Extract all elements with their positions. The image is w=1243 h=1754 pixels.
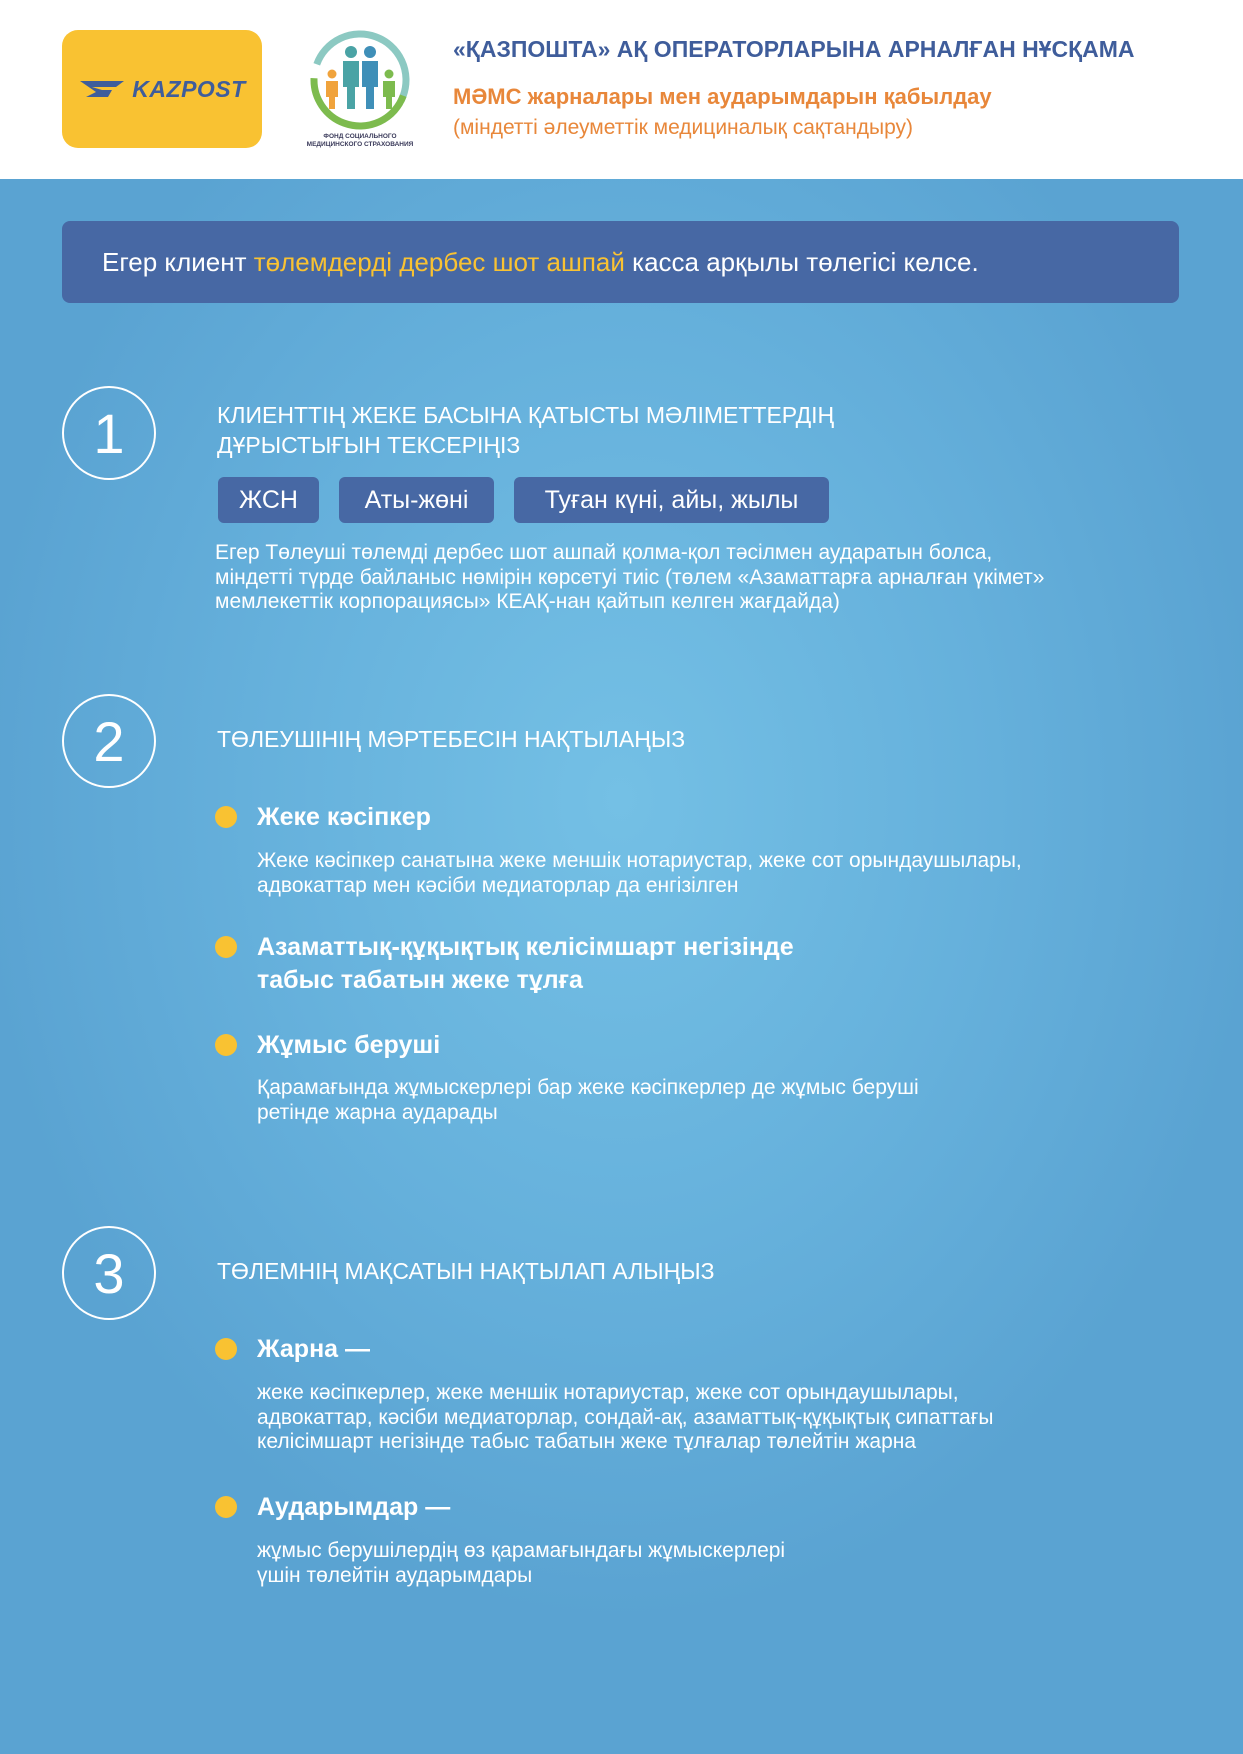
pill-full-name: Аты-жөні [339, 477, 494, 523]
title-line: табыс табатын жеке тұлға [257, 966, 583, 994]
page-subtitle-note: (міндетті әлеуметтік медициналық сақтандыру) [453, 116, 914, 139]
header [0, 0, 1243, 179]
step-1-title-line-2: ДҰРЫСТЫҒЫН ТЕКСЕРІҢІЗ [217, 432, 521, 458]
step-1-note [215, 541, 1044, 615]
bullet-dot-icon [215, 1034, 237, 1056]
desc-line: ретінде жарна аударады [257, 1100, 498, 1124]
fund-logo [300, 28, 420, 153]
banner-text-after: касса арқылы төлегісі келсе. [624, 246, 979, 277]
page-title: «ҚАЗПОШТА» АҚ ОПЕРАТОРЛАРЫНА АРНАЛҒАН НҰСҚАМА [453, 36, 1135, 62]
payer-type-employer-desc [257, 1076, 919, 1125]
desc-line: келісімшарт негізінде табыс табатын жеке тұлғалар төлейтін жарна [257, 1430, 917, 1453]
step-1-title [217, 400, 834, 460]
desc-line: жеке кәсіпкерлер, жеке меншік нотариустар, жеке сот орындаушылары, [257, 1381, 959, 1404]
step-1-title-line-1: КЛИЕНТТІҢ ЖЕКЕ БАСЫНА ҚАТЫСТЫ МӘЛІМЕТТЕРДІҢ [217, 402, 835, 428]
payer-type-employer: Жұмыс беруші [257, 1031, 441, 1059]
purpose-contribution: Жарна — [257, 1335, 371, 1363]
pill-iin: ЖСН [218, 477, 319, 523]
step-1-note-line-2: міндетті түрде байланыс нөмірін көрсетуі тиіс (төлем «Азаматтарға арналған үкімет» [215, 565, 1045, 589]
family-icon [308, 28, 412, 132]
bullet-dot-icon [215, 1496, 237, 1518]
step-3-title: ТӨЛЕМНІҢ МАҚСАТЫН НАҚТЫЛАП АЛЫҢЫЗ [217, 1258, 715, 1284]
bullet-dot-icon [215, 936, 237, 958]
payer-type-individual-entrepreneur-desc [257, 849, 1022, 898]
fund-logo-text: ФОНД СОЦИАЛЬНОГО МЕДИЦИНСКОГО СТРАХОВАНИЯ [306, 133, 414, 148]
condition-banner [62, 221, 1179, 303]
banner-text-before: Егер клиент [102, 246, 254, 277]
pill-birth-date: Туған күні, айы, жылы [514, 477, 829, 523]
main-panel [0, 179, 1243, 1754]
purpose-contribution-desc [257, 1381, 993, 1455]
step-1-number: 1 [62, 386, 156, 480]
kazpost-wordmark: KAZPOST [132, 75, 246, 102]
purpose-deductions-desc [257, 1539, 785, 1588]
step-2-number: 2 [62, 694, 156, 788]
desc-line: жұмыс берушілердің өз қарамағындағы жұмыскерлері [257, 1539, 786, 1562]
step-3-number: 3 [62, 1226, 156, 1320]
step-2-title: ТӨЛЕУШІНІҢ МӘРТЕБЕСІН НАҚТЫЛАҢЫЗ [217, 726, 686, 752]
desc-line: үшін төлейтін аударымдары [257, 1563, 533, 1587]
payer-type-individual-entrepreneur: Жеке кәсіпкер [257, 803, 431, 831]
banner-highlight: төлемдерді дербес шот ашпай [253, 246, 625, 277]
step-1-note-line-3: мемлекеттік корпорациясы» КЕАҚ-нан қайтып келген жағдайда) [215, 590, 840, 613]
kazpost-wing-icon [78, 78, 126, 100]
bullet-dot-icon [215, 1338, 237, 1360]
kazpost-logo [62, 30, 262, 148]
desc-line: Жеке кәсіпкер санатына жеке меншік нотариустар, жеке сот орындаушылары, [257, 849, 1022, 872]
desc-line: адвокаттар, кәсіби медиаторлар, сондай-ақ, азаматтық-құқықтық сипаттағы [257, 1405, 994, 1429]
page-subtitle: МӘМС жарналары мен аударымдарын қабылдау [453, 84, 992, 109]
bullet-dot-icon [215, 806, 237, 828]
desc-line: адвокаттар мен кәсіби медиаторлар да енгізілген [257, 873, 739, 897]
title-line: Азаматтық-құқықтық келісімшарт негізінде [257, 933, 794, 961]
desc-line: Қарамағында жұмыскерлері бар жеке кәсіпкерлер де жұмыс беруші [257, 1076, 919, 1099]
step-1-note-line-1: Егер Төлеуші төлемді дербес шот ашпай қолма-қол тәсілмен аударатын болса, [215, 541, 993, 564]
purpose-deductions: Аударымдар — [257, 1493, 451, 1521]
payer-type-civil-contract [257, 931, 794, 997]
